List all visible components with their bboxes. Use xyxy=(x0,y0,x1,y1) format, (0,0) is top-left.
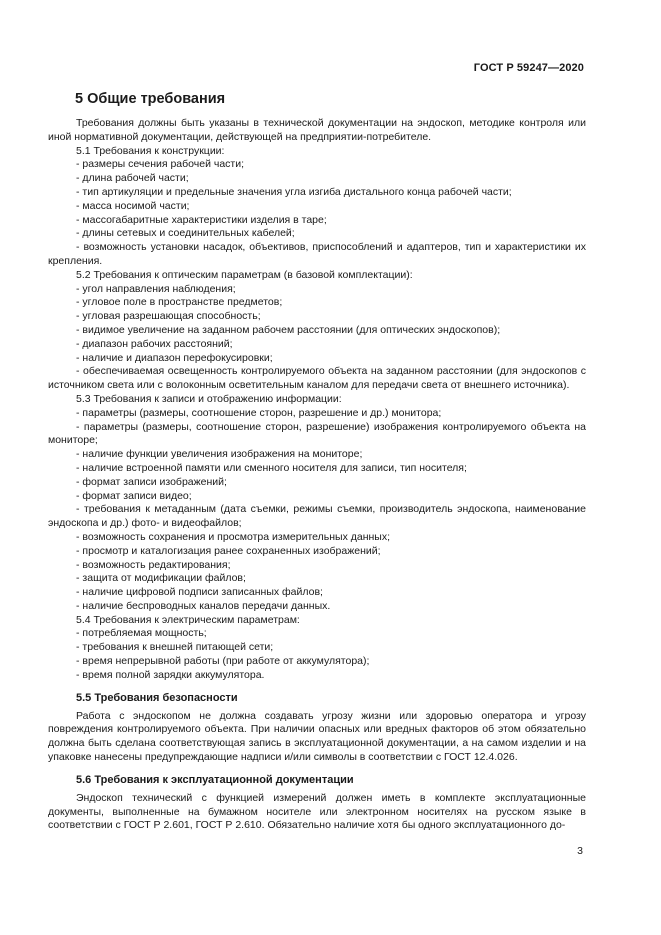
section-5-paragraph: - требования к метаданным (дата съемки, режимы съемки, производитель эндоскопа, наименование эндоскопа и др.) фото- и видеофайлов; xyxy=(48,503,586,530)
section-5-paragraph: - тип артикуляции и предельные значения угла изгиба дистального конца рабочей части; xyxy=(76,185,512,198)
section-5-paragraph: 5.1 Требования к конструкции: xyxy=(76,144,225,157)
section-5-paragraph: - видимое увеличение на заданном рабочем расстоянии (для оптических эндоскопов); xyxy=(76,323,501,336)
section-5-body xyxy=(48,117,586,683)
section-5-paragraph: - время полной зарядки аккумулятора. xyxy=(76,668,265,681)
section-5-6-text: Эндоскоп технический с функцией измерений должен иметь в комплекте эксплуатационные документы, выполненные на бумажном носителе или электронном носителях на русском языке в соответствии с ГОСТ Р 2.601, ГОСТ Р 2.610. Обязательно наличие хотя бы одного эксплуатационного до- xyxy=(48,791,586,832)
section-5-paragraph: - наличие функции увеличения изображения на мониторе; xyxy=(76,448,363,461)
section-5-6-title: 5.6 Требования к эксплуатационной документации xyxy=(76,773,354,786)
section-5-paragraph: - потребляемая мощность; xyxy=(76,627,207,640)
section-5-paragraph: - длина рабочей части; xyxy=(76,172,189,185)
section-5-5-text: Работа с эндоскопом не должна создавать угрозу жизни или здоровью оператора и угрозу повреждения контролируемого объекта. При наличии опасных или вредных факторов об этом обязательно должна быть сделана соответствующая запись в эксплуатационной документации, а на самом изделии и на упаковке нанесены предупреждающие надписи и/или символы в соответствии с ГОСТ 12.4.026. xyxy=(48,709,586,764)
section-5-paragraph: - наличие цифровой подписи записанных файлов; xyxy=(76,586,323,599)
section-5-paragraph: - угловое поле в пространстве предметов; xyxy=(76,296,283,309)
section-5-paragraph: - наличие встроенной памяти или сменного носителя для записи, тип носителя; xyxy=(76,461,467,474)
section-5-paragraph: - защита от модификации файлов; xyxy=(76,572,246,585)
page-content xyxy=(48,90,586,833)
page-number: 3 xyxy=(577,845,583,857)
section-5-paragraph: - возможность сохранения и просмотра измерительных данных; xyxy=(76,530,391,543)
section-5-paragraph: - просмотр и каталогизация ранее сохраненных изображений; xyxy=(76,544,381,557)
section-5-paragraph: Требования должны быть указаны в технической документации на эндоскоп, методике контроля или иной нормативной документации, действующей на предприятии-потребителе. xyxy=(48,117,586,143)
section-5-paragraph: 5.2 Требования к оптическим параметрам (в базовой комплектации): xyxy=(76,268,413,281)
section-5-paragraph: 5.4 Требования к электрическим параметрам: xyxy=(76,613,300,626)
section-5-paragraph: - требования к внешней питающей сети; xyxy=(76,641,274,654)
section-5-paragraph: - параметры (размеры, соотношение сторон, разрешение) изображения контролируемого объекта на мониторе; xyxy=(48,420,586,447)
section-5-paragraph: - масса носимой части; xyxy=(76,199,190,212)
section-5-paragraph: - формат записи видео; xyxy=(76,489,192,502)
section-5-paragraph: - обеспечиваемая освещенность контролируемого объекта на заданном расстоянии (для эндоскопов с источником света или с волоконным осветительным каналом для передачи света от внешнего источника). xyxy=(48,365,586,392)
section-5-paragraph: - время непрерывной работы (при работе от аккумулятора); xyxy=(76,655,370,668)
section-5-paragraph: - возможность редактирования; xyxy=(76,558,231,571)
section-5-paragraph: 5.3 Требования к записи и отображению информации: xyxy=(76,392,342,405)
section-5-title: 5 Общие требования xyxy=(75,91,226,107)
standard-designation: ГОСТ Р 59247—2020 xyxy=(473,62,584,74)
section-5-paragraph: - параметры (размеры, соотношение сторон, разрешение и др.) монитора; xyxy=(76,406,442,419)
section-5-paragraph: - длины сетевых и соединительных кабелей; xyxy=(76,227,295,240)
section-5-paragraph: - возможность установки насадок, объективов, приспособлений и адаптеров, тип и характеристики их крепления. xyxy=(48,241,586,267)
section-5-5-title: 5.5 Требования безопасности xyxy=(76,691,238,704)
section-5-paragraph: - диапазон рабочих расстояний; xyxy=(76,337,233,350)
section-5-paragraph: - массогабаритные характеристики изделия в таре; xyxy=(76,213,327,226)
section-5-paragraph: - наличие беспроводных каналов передачи данных. xyxy=(76,599,331,612)
section-5-paragraph: - формат записи изображений; xyxy=(76,475,227,488)
section-5-paragraph: - угол направления наблюдения; xyxy=(76,282,236,295)
section-5-paragraph: - наличие и диапазон перефокусировки; xyxy=(76,351,273,364)
section-5-paragraph: - размеры сечения рабочей части; xyxy=(76,158,245,171)
section-5-paragraph: - угловая разрешающая способность; xyxy=(76,310,261,323)
